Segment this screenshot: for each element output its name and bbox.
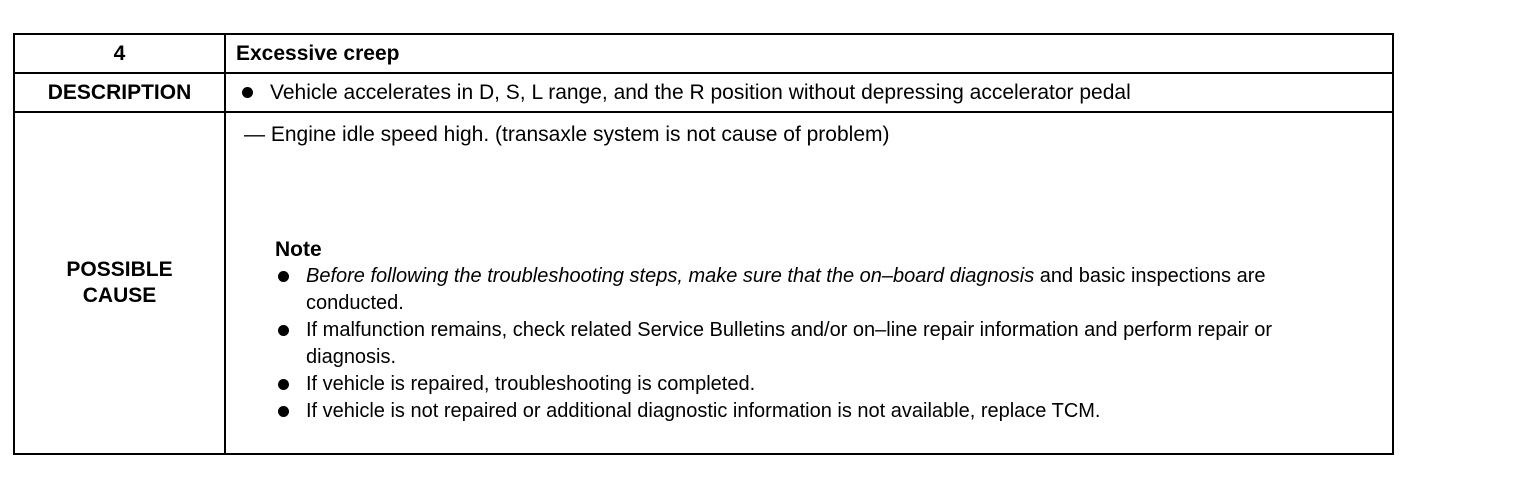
header-row — [14, 34, 1393, 73]
bullet-icon — [278, 271, 289, 282]
description-text: Vehicle accelerates in D, S, L range, and the R position without depressing accelerator pedal — [270, 80, 1131, 104]
description-cell — [225, 73, 1393, 112]
description-row — [14, 73, 1393, 112]
description-label: DESCRIPTION — [14, 73, 225, 112]
note-text: If vehicle is repaired, troubleshooting is completed. — [306, 373, 756, 395]
bullet-icon — [242, 87, 253, 98]
bullet-icon — [278, 379, 289, 390]
possible-cause-label-line2: CAUSE — [82, 284, 157, 307]
symptom-title: Excessive creep — [225, 34, 1393, 73]
note-text: If vehicle is not repaired or additional diagnostic information is not available, replace TCM. — [306, 400, 1101, 422]
note-text-italic: Before following the troubleshooting steps, make sure that the on–board diagnosis — [306, 265, 1035, 287]
diagnostic-table — [13, 33, 1394, 455]
note-title: Note — [275, 238, 322, 261]
note-text: and basic inspections are conducted. — [306, 265, 1266, 314]
bullet-icon — [278, 325, 289, 336]
possible-cause-row — [14, 112, 1393, 454]
note-list — [275, 263, 1355, 425]
note-text: If malfunction remains, check related Service Bulletins and/or on–line repair information and perform repair or diagnosis. — [306, 319, 1273, 368]
description-bullet-item — [236, 81, 1392, 105]
possible-cause-label-line1: POSSIBLE — [66, 258, 173, 281]
cause-text: — Engine idle speed high. (transaxle system is not cause of problem) — [244, 123, 890, 146]
note-item — [275, 371, 1355, 398]
symptom-number: 4 — [14, 34, 225, 73]
note-item — [275, 263, 1355, 317]
possible-cause-label — [14, 112, 225, 454]
bullet-icon — [278, 406, 289, 417]
note-block — [275, 237, 1355, 425]
note-item — [275, 317, 1355, 371]
possible-cause-cell — [225, 112, 1393, 454]
note-item — [275, 398, 1355, 425]
